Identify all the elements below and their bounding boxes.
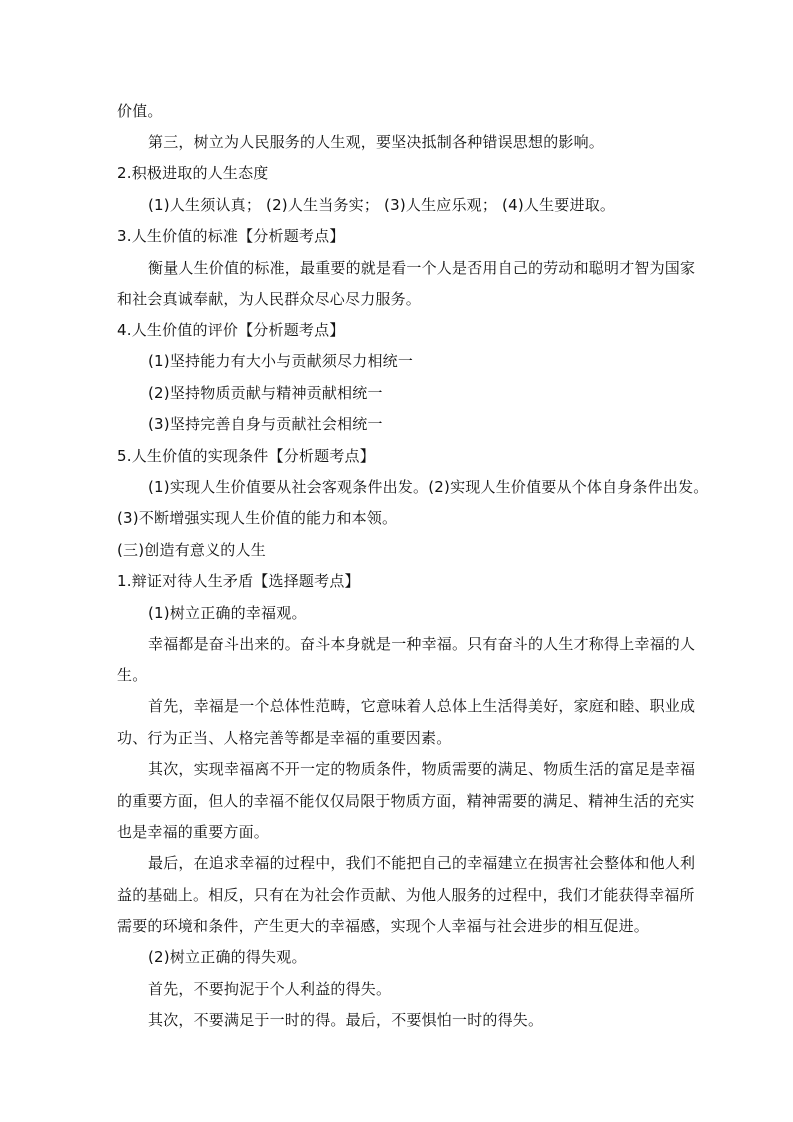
- text-line: 第三，树立为人民服务的人生观，要坚决抵制各种错误思想的影响。: [148, 133, 605, 151]
- text-line: 生。: [117, 666, 148, 684]
- text-line: 的重要方面，但人的幸福不能仅仅局限于物质方面，精神需要的满足、精神生活的充实: [117, 792, 695, 810]
- section-heading: 5.人生价值的实现条件【分析题考点】: [117, 447, 375, 465]
- text-line: (3)坚持完善自身与贡献社会相统一: [148, 415, 383, 433]
- text-line: 和社会真诚奉献，为人民群众尽心尽力服务。: [117, 290, 422, 308]
- text-line: 衡量人生价值的标准，最重要的就是看一个人是否用自己的劳动和聪明才智为国家: [148, 259, 696, 277]
- text-line: 也是幸福的重要方面。: [117, 823, 270, 841]
- text-line: (2)坚持物质贡献与精神贡献相统一: [148, 384, 383, 402]
- text-line: (2)树立正确的得失观。: [148, 948, 307, 966]
- text-line: (1)人生须认真； (2)人生当务实； (3)人生应乐观； (4)人生要进取。: [148, 196, 616, 214]
- section-heading: (三)创造有意义的人生: [117, 541, 266, 559]
- text-line: 其次，实现幸福离不开一定的物质条件，物质需要的满足、物质生活的富足是幸福: [148, 760, 696, 778]
- text-line: 首先，不要拘泥于个人利益的得失。: [148, 980, 392, 998]
- text-line: 最后，在追求幸福的过程中，我们不能把自己的幸福建立在损害社会整体和他人利: [148, 854, 696, 872]
- text-line: 益的基础上。相反，只有在为社会作贡献、为他人服务的过程中，我们才能获得幸福所: [117, 886, 695, 904]
- text-line: (3)不断增强实现人生价值的能力和本领。: [117, 509, 398, 527]
- text-line: 价值。: [117, 102, 163, 120]
- text-line: (1)坚持能力有大小与贡献须尽力相统一: [148, 352, 414, 370]
- section-heading: 4.人生价值的评价【分析题考点】: [117, 321, 345, 339]
- text-line: 功、行为正当、人格完善等都是幸福的重要因素。: [117, 729, 452, 747]
- section-heading: 3.人生价值的标准【分析题考点】: [117, 227, 345, 245]
- text-line: 其次，不要满足于一时的得。最后，不要惧怕一时的得失。: [148, 1011, 544, 1029]
- text-line: 需要的环境和条件，产生更大的幸福感，实现个人幸福与社会进步的相互促进。: [117, 917, 650, 935]
- text-line: 首先，幸福是一个总体性范畴，它意味着人总体上生活得美好，家庭和睦、职业成: [148, 697, 696, 715]
- text-line: 幸福都是奋斗出来的。奋斗本身就是一种幸福。只有奋斗的人生才称得上幸福的人: [148, 635, 696, 653]
- text-line: (1)实现人生价值要从社会客观条件出发。(2)实现人生价值要从个体自身条件出发。: [148, 478, 709, 496]
- section-heading: 2.积极进取的人生态度: [117, 164, 269, 182]
- text-line: (1)树立正确的幸福观。: [148, 604, 307, 622]
- section-heading: 1.辩证对待人生矛盾【选择题考点】: [117, 572, 360, 590]
